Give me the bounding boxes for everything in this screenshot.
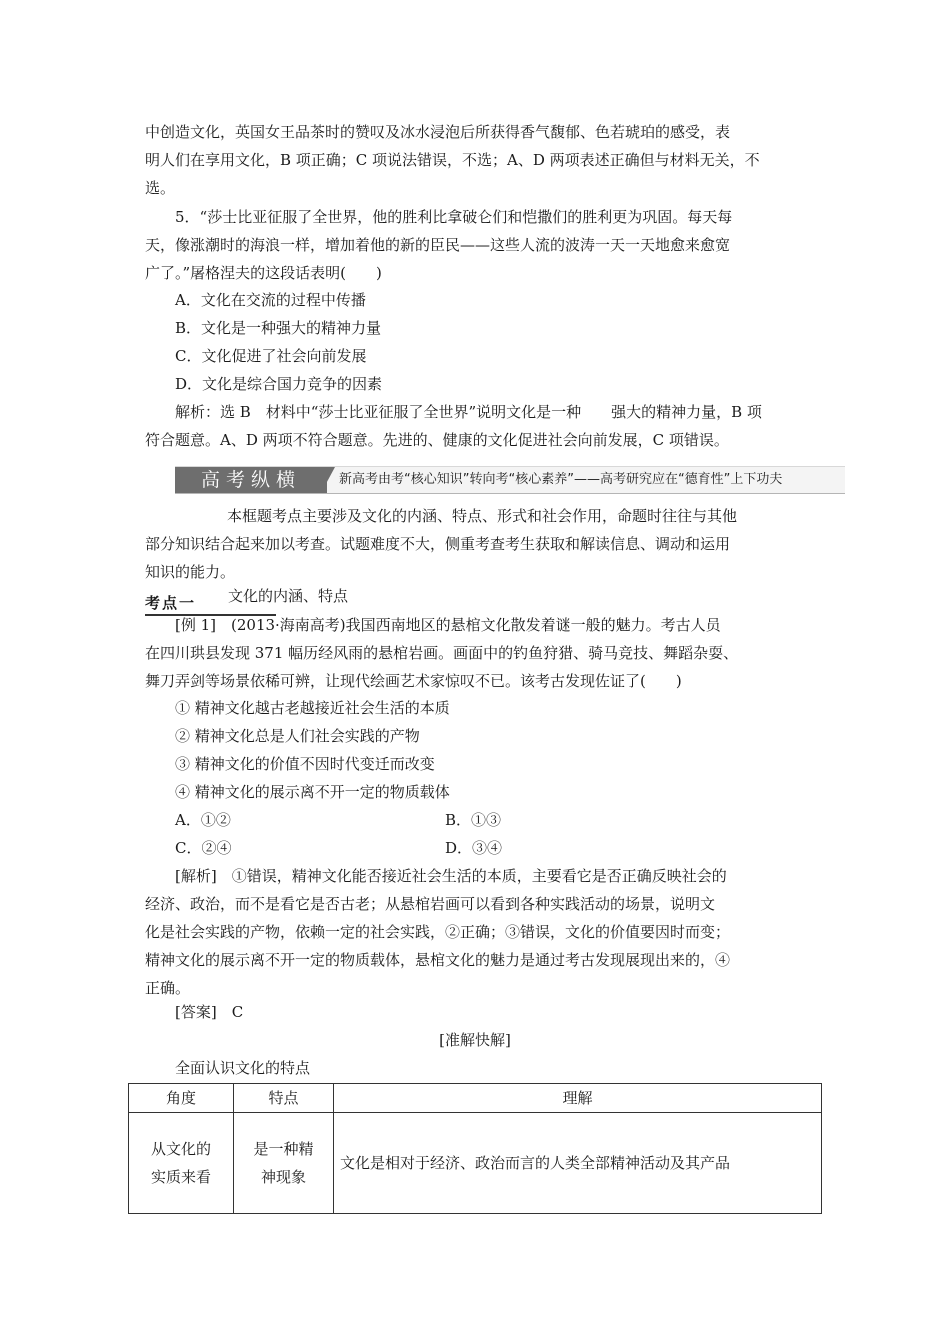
example-answer: [答案] C: [175, 1003, 244, 1021]
table-caption: 全面认识文化的特点: [175, 1059, 311, 1077]
kaodian-title: 文化的内涵、特点: [228, 587, 349, 605]
example-1-stem: [例 1] (2013·海南高考)我国西南地区的悬棺文化散发着谜一般的魅力。考古人员 在四川珙县发现 371 幅历经风雨的悬棺岩画。画面中的钓鱼狩猎、骑马竞技、舞蹈杂耍、 舞刀弄剑等场景依稀可辨，让现代绘画艺术家惊叹不已。该考古发现佐证了( ): [145, 616, 739, 690]
example-option-c: C．②④: [175, 839, 232, 857]
quick-heading: [准解快解]: [439, 1031, 511, 1049]
kaodian-label: 考点一: [145, 592, 276, 616]
banner-subtitle: 新高考由考“核心知识”转向考“核心素养”——高考研究应在“德育性”上下功夫: [339, 472, 783, 487]
banner-slash-decoration: [321, 467, 335, 493]
question-5-option-d: D．文化是综合国力竞争的因素: [175, 375, 383, 393]
example-option-d: D．③④: [445, 839, 503, 857]
example-statement-3: ③ 精神文化的价值不因时代变迁而改变: [175, 755, 435, 773]
banner-title: 高考纵横: [175, 467, 327, 493]
cell-angle: 从文化的 实质来看: [129, 1113, 234, 1214]
continued-analysis-paragraph: 中创造文化，英国女王品茶时的赞叹及冰水浸泡后所获得香气馥郁、色若琥珀的感受，表 明人们在享用文化，B 项正确；C 项说法错误，不选；A、D 两项表述正确但与材料无关，不 选。: [145, 123, 760, 197]
cell-feature: 是一种精 神现象: [234, 1113, 334, 1214]
header-angle: 角度: [129, 1084, 234, 1113]
table-header-row: [129, 1084, 822, 1113]
table-row: [129, 1113, 822, 1214]
example-option-b: B．①③: [445, 811, 502, 829]
header-understanding: 理解: [334, 1084, 822, 1113]
section-intro: 本框题考点主要涉及文化的内涵、特点、形式和社会作用，命题时往往与其他 部分知识结合起来加以考查。试题难度不大，侧重考查考生获取和解读信息、调动和运用 知识的能力。: [145, 507, 738, 581]
example-statement-2: ② 精神文化总是人们社会实践的产物: [175, 727, 420, 745]
example-analysis: [解析] ①错误，精神文化能否接近社会生活的本质，主要看它是否正确反映社会的 经济、政治，而不是看它是否古老；从悬棺岩画可以看到各种实践活动的场景，说明文 化是社会实践的产物，依赖一定的社会实践，②正确；③错误，文化的价值要因时而变； 精神文化的展示离不开一定的物质载体，悬棺文化的魅力是通过考古发现展现出来的，④ 正确。: [145, 867, 731, 997]
example-option-a: A．①②: [175, 811, 231, 829]
example-statement-4: ④ 精神文化的展示离不开一定的物质载体: [175, 783, 450, 801]
question-5-analysis: 解析：选 B 材料中“莎士比亚征服了全世界”说明文化是一种 强大的精神力量，B 项 符合题意。A、D 两项不符合题意。先进的、健康的文化促进社会向前发展，C 项错误。: [145, 403, 762, 449]
question-5-option-b: B．文化是一种强大的精神力量: [175, 319, 382, 337]
question-5-stem: 5．“莎士比亚征服了全世界，他的胜利比拿破仑们和恺撒们的胜利更为巩固。每天每 天，像涨潮时的海浪一样，增加着他的新的臣民——这些人流的波涛一天一天地愈来愈宽 广了。”屠格涅夫的这段话表明( ): [145, 208, 733, 282]
culture-features-table: [128, 1083, 822, 1214]
question-5-option-c: C．文化促进了社会向前发展: [175, 347, 367, 365]
example-statement-1: ① 精神文化越古老越接近社会生活的本质: [175, 699, 450, 717]
header-feature: 特点: [234, 1084, 334, 1113]
question-5-option-a: A．文化在交流的过程中传播: [175, 291, 366, 309]
cell-understanding: 文化是相对于经济、政治而言的人类全部精神活动及其产品: [334, 1113, 822, 1214]
section-banner: [175, 466, 845, 494]
